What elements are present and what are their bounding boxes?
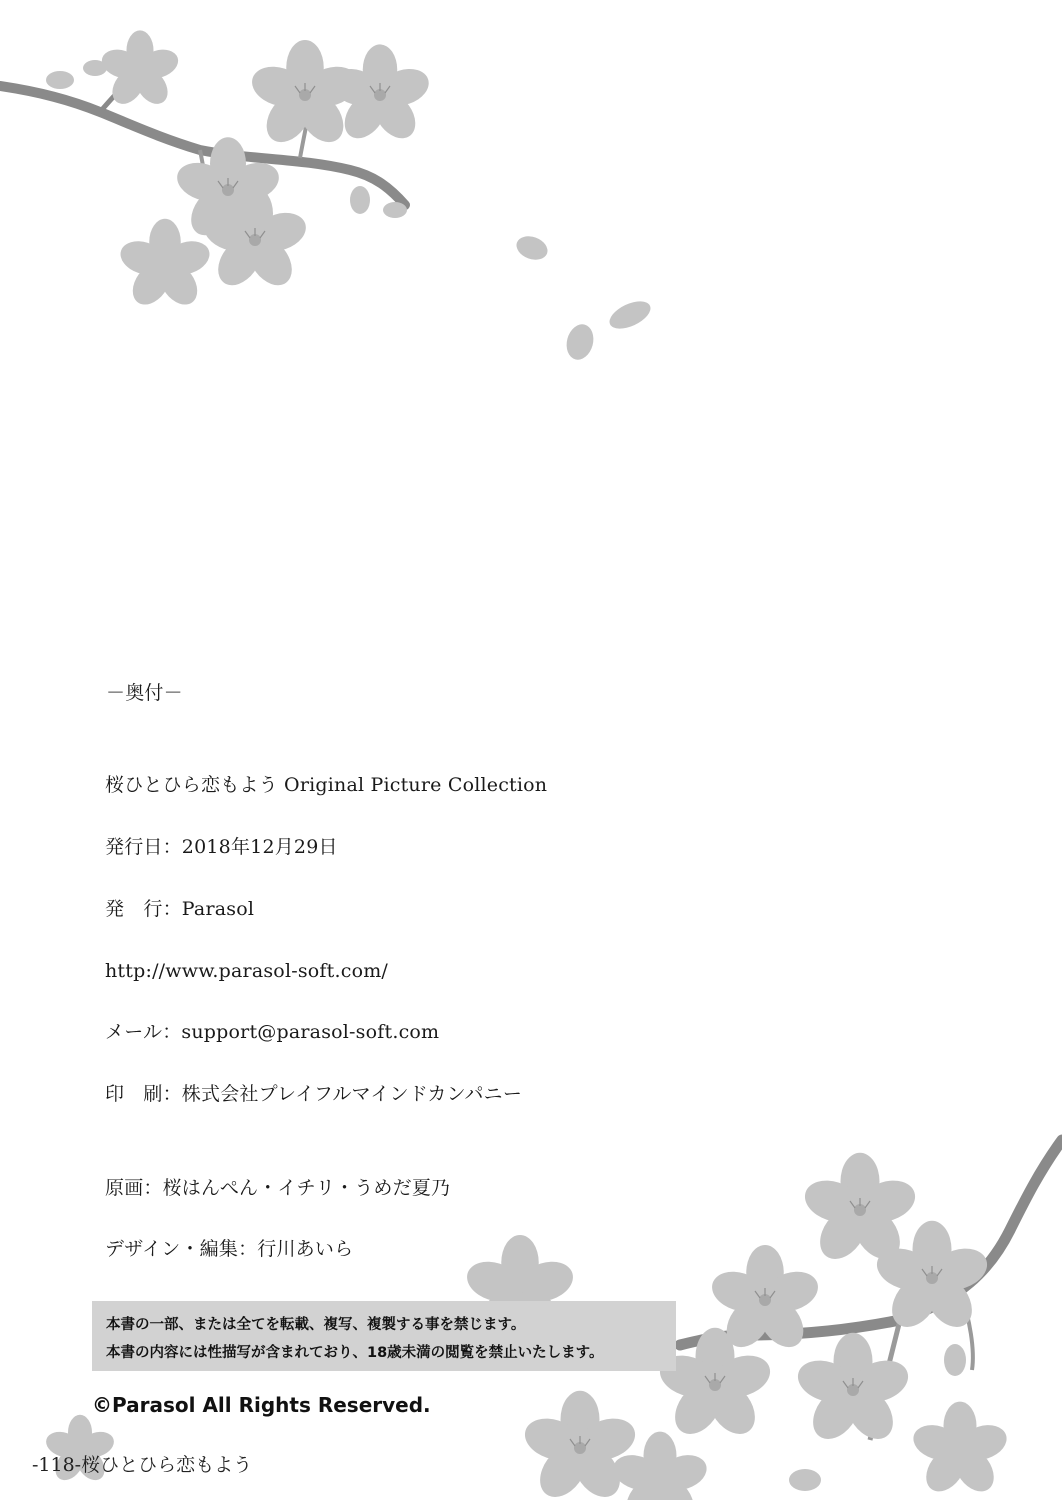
publish-date: 発行日：2018年12月29日 [105,836,338,858]
colophon-heading: －奥付－ [106,682,183,704]
footer-book-title: 桜ひとひら恋もよう [81,1454,253,1476]
legal-notice-box [92,1301,676,1371]
artists: 原画：桜はんぺん・イチリ・うめだ夏乃 [105,1177,451,1199]
page-footer [32,1450,252,1477]
contact-mail: メール：support@parasol-soft.com [105,1021,440,1043]
copyright-notice: ©Parasol All Rights Reserved. [92,1393,431,1417]
notice-line-copying: 本書の一部、または全てを転載、複写、複製する事を禁じます。 [106,1317,526,1333]
notice-line-age: 本書の内容には性描写が含まれており、18歳未満の閲覧を禁止いたします。 [106,1345,604,1361]
book-title: 桜ひとひら恋もよう Original Picture Collection [105,774,548,796]
website-url: http://www.parasol-soft.com/ [105,960,389,982]
printer: 印 刷：株式会社プレイフルマインドカンパニー [105,1083,523,1105]
page-number: -118- [32,1454,82,1476]
publisher: 発 行：Parasol [105,898,255,920]
design-edit-credit: デザイン・編集：行川あいら [105,1238,354,1260]
